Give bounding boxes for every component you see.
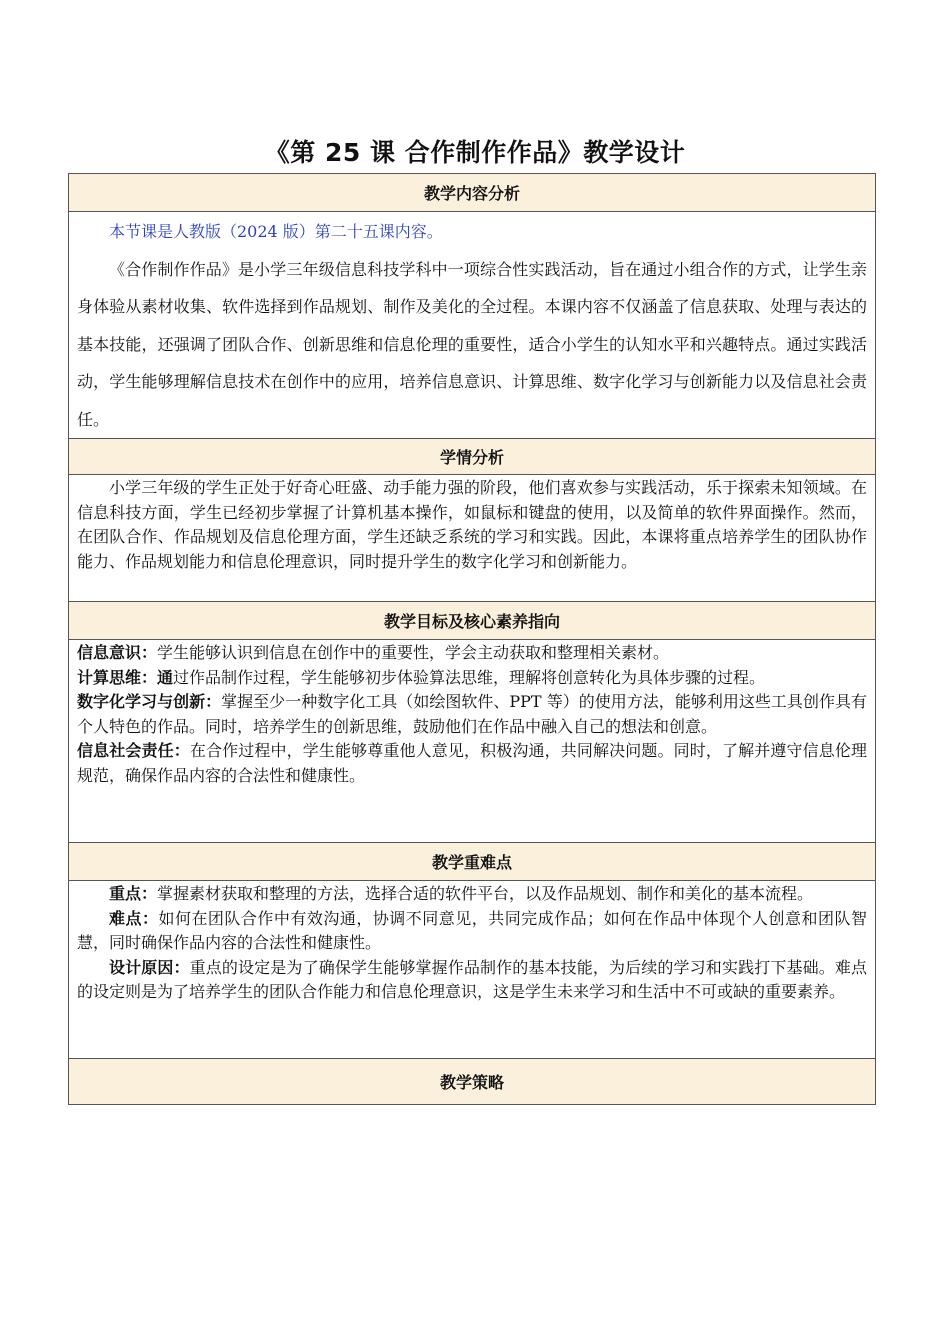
objective-text: 过作品制作过程，学生能够初步体验算法思维，理解将创意转化为具体步骤的过程。 — [173, 667, 766, 687]
section-header-objectives — [69, 602, 876, 640]
lesson-plan-table — [68, 173, 876, 1105]
objective-computational-thinking — [77, 666, 867, 691]
key-points-heading: 教学重难点 — [69, 843, 876, 881]
content-analysis-paragraph: 《合作制作作品》是小学三年级信息科技学科中一项综合性实践活动，旨在通过小组合作的方式，让学生亲身体验从素材收集、软件选择到作品规划、制作及美化的全过程。本课内容不仅涵盖了信息获取、处理与表达的基本技能，还强调了团队合作、创新思维和信息伦理的重要性，适合小学生的认知水平和兴趣特点。通过实践活动，学生能够理解信息技术在创作中的应用，培养信息意识、计算思维、数字化学习与创新能力以及信息社会责任。 — [77, 259, 867, 429]
objective-text: 学生能够认识到信息在创作中的重要性，学会主动获取和整理相关素材。 — [157, 643, 670, 662]
key-point-label: 重点： — [109, 884, 158, 903]
key-point-text: 如何在团队合作中有效沟通，协调不同意见，共同完成作品；如何在作品中体现个人创意和团队智慧，同时确保作品内容的合法性和健康性。 — [77, 908, 867, 952]
strategy-heading: 教学策略 — [69, 1059, 876, 1105]
key-point-focus — [77, 882, 867, 907]
section-header-key-points — [69, 843, 876, 881]
key-point-difficulty — [77, 907, 867, 956]
section-header-content-analysis — [69, 174, 876, 212]
objective-text: 掌握至少一种数字化工具（如绘图软件、PPT 等）的使用方法，能够利用这些工具创作具有个人特色的作品。同时，培养学生的创新思维，鼓励他们在作品中融入自己的想法和创意。 — [77, 692, 867, 736]
content-analysis-heading: 教学内容分析 — [69, 174, 876, 212]
key-point-text: 重点的设定是为了确保学生能够掌握作品制作的基本技能，为后续的学习和实践打下基础。难点的设定则是为了培养学生的团队合作能力和信息伦理意识，这是学生未来学习和生活中不可或缺的重要素养。 — [77, 957, 867, 1001]
section-body-key-points — [69, 881, 876, 1059]
section-body-learner-analysis — [69, 475, 876, 602]
objective-label: 信息社会责任： — [77, 741, 190, 760]
objective-digital-learning — [77, 690, 867, 739]
objective-label: 数字化学习与创新： — [77, 692, 222, 711]
key-point-design-reason — [77, 956, 867, 1005]
document-title: 《第 25 课 合作制作作品》教学设计 — [264, 138, 686, 167]
section-header-strategy — [69, 1059, 876, 1105]
objective-label: 计算思维：通 — [77, 667, 174, 687]
key-point-label: 难点： — [109, 908, 159, 928]
objective-label: 信息意识： — [77, 643, 158, 662]
content-analysis-intro: 本节课是人教版（2024 版）第二十五课内容。 — [109, 222, 443, 241]
objective-information-awareness — [77, 641, 867, 666]
section-body-objectives — [69, 640, 876, 843]
learner-analysis-heading: 学情分析 — [69, 439, 876, 475]
key-point-text: 掌握素材获取和整理的方法，选择合适的软件平台，以及作品规划、制作和美化的基本流程。 — [157, 884, 814, 903]
key-point-label: 设计原因： — [109, 957, 190, 977]
section-body-content-analysis — [69, 212, 876, 439]
section-header-learner-analysis — [69, 439, 876, 475]
objective-social-responsibility — [77, 739, 867, 788]
objectives-heading: 教学目标及核心素养指向 — [69, 602, 876, 640]
objective-text: 在合作过程中，学生能够尊重他人意见，积极沟通，共同解决问题。同时，了解并遵守信息伦理规范，确保作品内容的合法性和健康性。 — [77, 741, 867, 785]
learner-analysis-paragraph: 小学三年级的学生正处于好奇心旺盛、动手能力强的阶段，他们喜欢参与实践活动，乐于探索未知领域。在信息科技方面，学生已经初步掌握了计算机基本操作，如鼠标和键盘的使用，以及简单的软件界面操作。然而，在团队合作、作品规划及信息伦理方面，学生还缺乏系统的学习和实践。因此，本课将重点培养学生的团队协作能力、作品规划能力和信息伦理意识，同时提升学生的数字化学习和创新能力。 — [77, 478, 867, 571]
